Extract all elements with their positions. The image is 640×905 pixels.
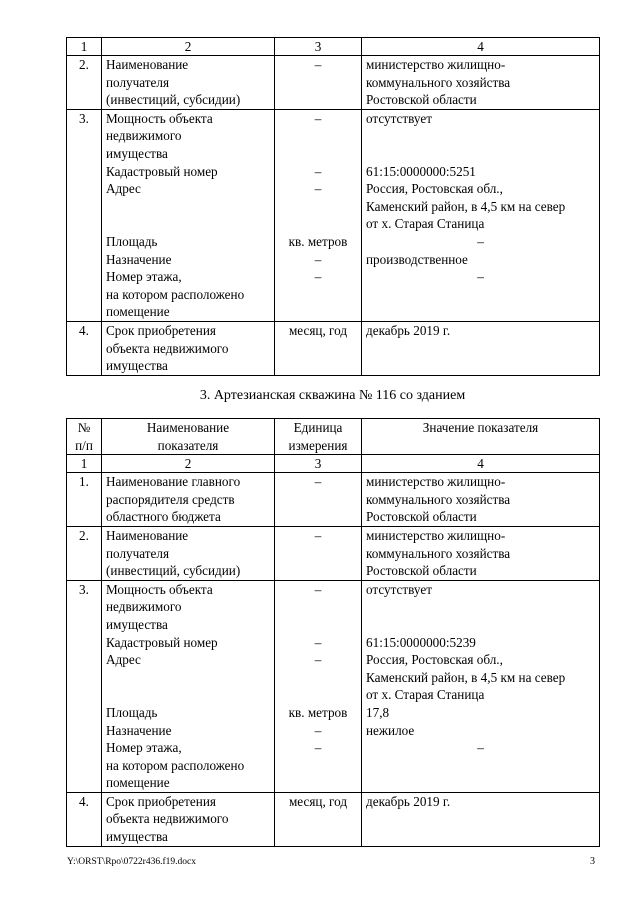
table-row-acquisition-date bbox=[67, 792, 600, 846]
table-row-property bbox=[67, 109, 600, 321]
column-index: 3 bbox=[275, 455, 362, 473]
indicator-name: Срок приобретения объекта недвижимого имущества bbox=[102, 321, 275, 375]
unit-of-measure: – bbox=[275, 526, 362, 580]
column-index: 2 bbox=[102, 455, 275, 473]
column-index: 1 bbox=[67, 455, 102, 473]
indicator-value: декабрь 2019 г. bbox=[362, 321, 600, 375]
table-row-property bbox=[67, 580, 600, 792]
table-header-row bbox=[67, 419, 600, 455]
indicator-value: отсутствует 61:15:0000000:5239 Россия, Ростовская обл., Каменский район, в 4,5 км на север от х. Старая Станица 17,8 нежилое – bbox=[362, 580, 600, 792]
row-number: 4. bbox=[67, 792, 102, 846]
column-index: 4 bbox=[362, 455, 600, 473]
table-row-recipient bbox=[67, 56, 600, 110]
indicator-name: Наименование получателя (инвестиций, субсидии) bbox=[102, 526, 275, 580]
indicator-value: министерство жилищно- коммунального хозяйства Ростовской области bbox=[362, 56, 600, 110]
column-index: 3 bbox=[275, 38, 362, 56]
indicator-name: Наименование главного распорядителя средств областного бюджета bbox=[102, 473, 275, 527]
indicator-name: Мощность объекта недвижимого имущества Кадастровый номер Адрес Площадь Назначение Номер этажа, на котором расположено помещение bbox=[102, 109, 275, 321]
property-table-continued bbox=[66, 37, 600, 376]
column-index-row bbox=[67, 38, 600, 56]
row-number: 2. bbox=[67, 56, 102, 110]
unit-of-measure: месяц, год bbox=[275, 321, 362, 375]
row-number: 2. bbox=[67, 526, 102, 580]
table-row-recipient bbox=[67, 526, 600, 580]
indicator-value: декабрь 2019 г. bbox=[362, 792, 600, 846]
page-number: 3 bbox=[590, 856, 595, 867]
indicator-value: отсутствует 61:15:0000000:5251 Россия, Ростовская обл., Каменский район, в 4,5 км на север от х. Старая Станица – производственное – bbox=[362, 109, 600, 321]
indicator-value: министерство жилищно- коммунального хозяйства Ростовской области bbox=[362, 526, 600, 580]
unit-of-measure: месяц, год bbox=[275, 792, 362, 846]
column-index: 4 bbox=[362, 38, 600, 56]
row-number: 3. bbox=[67, 580, 102, 792]
column-index: 1 bbox=[67, 38, 102, 56]
indicator-value: министерство жилищно- коммунального хозяйства Ростовской области bbox=[362, 473, 600, 527]
document-file-path: Y:\ORST\Rpo\0722r436.f19.docx bbox=[67, 857, 196, 867]
indicator-name: Наименование получателя (инвестиций, субсидии) bbox=[102, 56, 275, 110]
property-table bbox=[66, 418, 600, 847]
column-index-row bbox=[67, 455, 600, 473]
section-title: 3. Артезианская скважина № 116 со зданием bbox=[199, 388, 466, 403]
unit-of-measure: – – – кв. метров – – bbox=[275, 580, 362, 792]
header-unit: Единица измерения bbox=[275, 419, 362, 455]
unit-of-measure: – bbox=[275, 56, 362, 110]
row-number: 1. bbox=[67, 473, 102, 527]
row-number: 3. bbox=[67, 109, 102, 321]
column-index: 2 bbox=[102, 38, 275, 56]
table-row-budget-manager bbox=[67, 473, 600, 527]
header-indicator-name: Наименование показателя bbox=[102, 419, 275, 455]
unit-of-measure: – – – кв. метров – – bbox=[275, 109, 362, 321]
header-indicator-value: Значение показателя bbox=[362, 419, 600, 455]
unit-of-measure: – bbox=[275, 473, 362, 527]
header-row-number: № п/п bbox=[67, 419, 102, 455]
indicator-name: Мощность объекта недвижимого имущества Кадастровый номер Адрес Площадь Назначение Номер этажа, на котором расположено помещение bbox=[102, 580, 275, 792]
row-number: 4. bbox=[67, 321, 102, 375]
table-row-acquisition-date bbox=[67, 321, 600, 375]
indicator-name: Срок приобретения объекта недвижимого имущества bbox=[102, 792, 275, 846]
